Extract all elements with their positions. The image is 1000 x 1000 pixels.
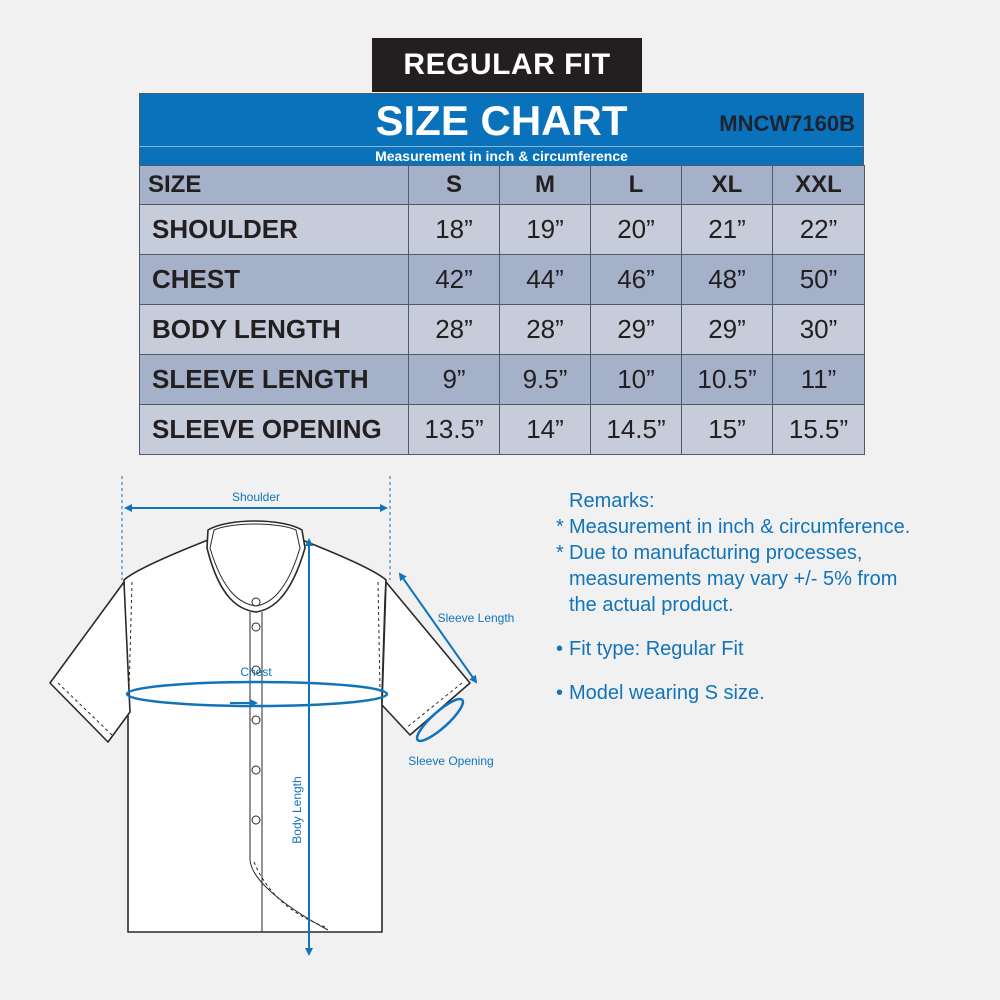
size-chart [139,93,864,455]
table-row [140,405,865,455]
table-cell: 44” [500,255,591,305]
remark-text [569,540,897,618]
header-cell: S [409,166,500,205]
product-code: MNCW7160B [719,111,855,136]
table-cell: 10” [591,355,682,405]
row-label: CHEST [140,255,409,305]
table-row [140,355,865,405]
chart-title: SIZE CHART [375,97,628,144]
table-cell: 14.5” [591,405,682,455]
shoulder-label: Shoulder [231,490,281,504]
remark-line: measurements may vary +/- 5% from [569,568,898,590]
asterisk-mark: * [556,542,564,564]
shirt-diagram [40,470,540,970]
remark-item [556,540,986,618]
row-label: SHOULDER [140,205,409,255]
table-cell: 15.5” [773,405,865,455]
row-label: SLEEVE LENGTH [140,355,409,405]
table-row [140,305,865,355]
remarks [556,488,986,706]
table-cell: 48” [682,255,773,305]
bullet-mark: • [556,682,564,704]
remark-line: the actual product. [569,594,734,616]
chest-label: Chest [240,665,272,679]
chart-header [139,93,864,146]
table-cell: 11” [773,355,865,405]
row-label: BODY LENGTH [140,305,409,355]
remark-line: Due to manufacturing processes, [569,542,863,564]
table-cell: 19” [500,205,591,255]
sleeve-opening-label: Sleeve Opening [408,754,494,768]
chart-subtitle: Measurement in inch & circumference [139,146,864,165]
header-cell: SIZE [140,166,409,205]
table-cell: 13.5” [409,405,500,455]
table-cell: 50” [773,255,865,305]
table-row [140,255,865,305]
asterisk-mark: * [556,516,564,538]
table-cell: 18” [409,205,500,255]
sleeve-length-label: Sleeve Length [437,611,515,625]
table-cell: 46” [591,255,682,305]
fit-badge: REGULAR FIT [372,38,642,92]
row-label: SLEEVE OPENING [140,405,409,455]
table-cell: 21” [682,205,773,255]
remark-bullet [556,636,986,662]
table-cell: 10.5” [682,355,773,405]
table-cell: 9.5” [500,355,591,405]
bullet-mark: • [556,638,564,660]
table-cell: 30” [773,305,865,355]
remark-text: Measurement in inch & circumference. [569,516,911,538]
remark-bullet [556,680,986,706]
table-cell: 20” [591,205,682,255]
size-table [139,165,865,455]
table-cell: 15” [682,405,773,455]
table-header-row [140,166,865,205]
table-cell: 29” [591,305,682,355]
header-cell: M [500,166,591,205]
table-cell: 42” [409,255,500,305]
header-cell: L [591,166,682,205]
body-length-label: Body Length [290,776,304,844]
header-cell: XXL [773,166,865,205]
table-cell: 28” [409,305,500,355]
remarks-title: Remarks: [569,490,655,512]
remark-text: Model wearing S size. [569,682,765,704]
remark-item [556,514,986,540]
table-row [140,205,865,255]
remark-text: Fit type: Regular Fit [569,638,744,660]
table-cell: 14” [500,405,591,455]
table-cell: 29” [682,305,773,355]
header-cell: XL [682,166,773,205]
table-cell: 9” [409,355,500,405]
table-cell: 28” [500,305,591,355]
table-cell: 22” [773,205,865,255]
